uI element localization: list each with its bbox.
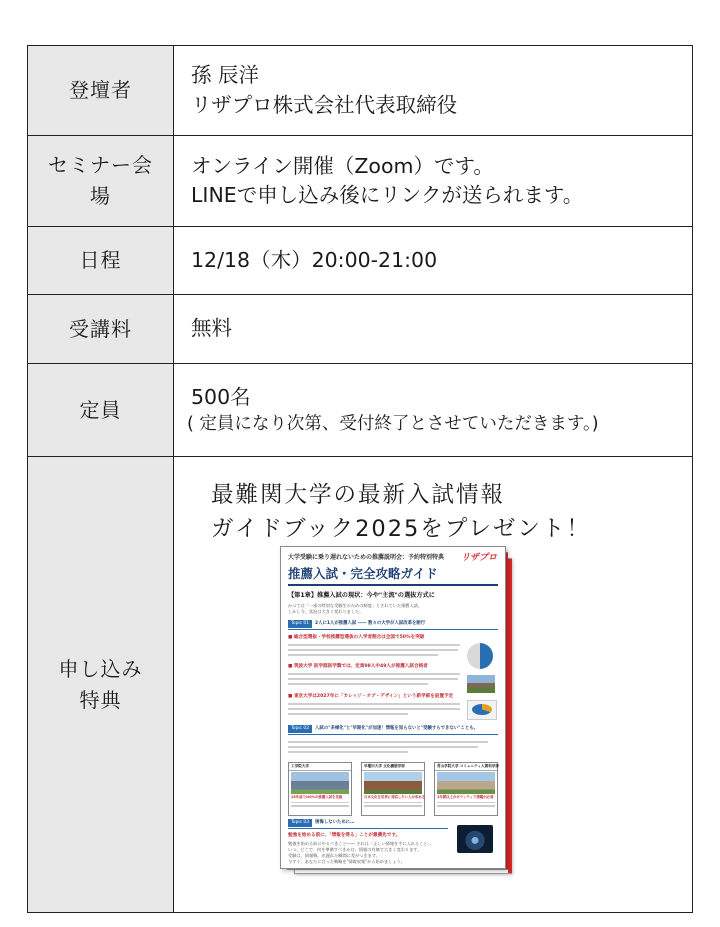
- booklet-front-page: [280, 546, 506, 869]
- speaker-title: リザプロ株式会社代表取締役: [191, 92, 458, 117]
- booklet-point-2: ■ 筑波大学 医学群医学類では、定員98人中49人が推薦入試合格者: [288, 664, 428, 669]
- booklet-closing-2: いつ、どこで、何を準備すべきかは、情報の有無で大きく変わります。: [288, 847, 422, 852]
- venue-label: [28, 136, 174, 227]
- university-card: [361, 762, 425, 816]
- topic-2-tag: Topic 02: [288, 725, 312, 733]
- speaker-label: 登壇者: [28, 46, 174, 136]
- venue-value: [174, 136, 693, 227]
- booklet-brand: リザプロ: [461, 553, 497, 563]
- text-line: [288, 713, 408, 715]
- booklet-point-3: ■ 東京大学は2027年に「カレッジ・オブ・デザイン」という新学部を設置予定: [288, 694, 454, 699]
- text-line: [288, 751, 408, 753]
- bonus-value: [174, 457, 693, 913]
- bonus-label: [28, 457, 174, 913]
- booklet-title: 推薦入試・完全攻略ガイド: [288, 566, 438, 581]
- text-line: [288, 654, 438, 656]
- row-fee: [28, 295, 693, 364]
- campus-photo: [437, 772, 495, 794]
- speaker-name: 孫 辰洋: [191, 63, 260, 88]
- booklet-closing-1: 勉強を始める前にやるべきこと―― それは「正しい情報を手に入れること」。: [288, 841, 434, 846]
- card-note: 1年間以上のボランティア課題が必須: [437, 795, 494, 800]
- campus-photo: [467, 675, 495, 693]
- card-title: 青山学院大学 コミュニティ人間科学部: [435, 763, 497, 771]
- campus-photo: [291, 772, 349, 794]
- capacity-number: 500名: [191, 385, 251, 410]
- booklet-topic-1: [288, 620, 498, 628]
- pie-chart-graphic: [467, 643, 493, 669]
- card-title: 工学院大学: [289, 763, 351, 771]
- seminar-info-table: [27, 45, 693, 913]
- topic-2-rule: [288, 734, 498, 735]
- fee-value: 無料: [174, 295, 693, 364]
- booklet-topic-2: [288, 725, 498, 733]
- booklet-closing-head: 勉強を始める前に、「情報を得る」ことが最優先です。: [288, 833, 401, 838]
- date-label: 日程: [28, 227, 174, 295]
- booklet-intro-1: かつては「一部の特別な受験生のための制度」とされていた推薦入試。: [288, 603, 423, 608]
- bonus-heading: [211, 479, 591, 547]
- text-line: [288, 746, 478, 748]
- network-illustration: [457, 825, 493, 853]
- row-date: [28, 227, 693, 295]
- topic-3-rule: [288, 828, 448, 829]
- text-line: [288, 644, 460, 646]
- guidebook-image: [280, 546, 513, 873]
- topic-3-tag: Topic 03: [288, 819, 312, 827]
- fee-label: 受講料: [28, 295, 174, 364]
- speaker-value: [174, 46, 693, 136]
- text-line: [288, 678, 458, 680]
- booklet-closing-3: 受験は、情報戦。出遅れた瞬間に差がつきます。: [288, 853, 380, 858]
- text-line: [288, 703, 460, 705]
- topic-3-title: 後悔しないために…: [315, 819, 355, 825]
- card-note: 日本文化を世界に発信したい人が求める: [364, 795, 426, 800]
- venue-label-line-1: セミナー会: [48, 153, 153, 177]
- row-venue: [28, 136, 693, 227]
- date-value: 12/18（木）20:00-21:00: [174, 227, 693, 295]
- booklet-intro-2: しかし今、状況は大きく変わりました。: [288, 609, 364, 614]
- bonus-heading-line-2: ガイドブック2025をプレゼント！: [211, 515, 591, 542]
- text-line: [288, 673, 460, 675]
- booklet-top-line: 大学受験に乗り遅れないための推薦説明会：予約特別特典: [288, 554, 445, 561]
- text-line: [288, 649, 458, 651]
- topic-2-title: 入試の"多様化"と"早期化"が加速！情報を知らないと"受験すらできない"ことも。: [315, 725, 478, 731]
- text-line: [288, 708, 460, 710]
- campus-photo: [364, 772, 422, 794]
- row-bonus: [28, 457, 693, 913]
- row-capacity: [28, 364, 693, 457]
- booklet-closing-4: 今すぐ、あなたに合った戦略を"情報収集"から始めましょう。: [288, 859, 405, 864]
- venue-label-line-2: 場: [90, 184, 111, 208]
- booklet-chapter: 【第1章】推薦入試の現状：今や"主流"の選抜方式に: [288, 592, 435, 599]
- topic-1-tag: Topic 01: [288, 620, 312, 628]
- university-card: [434, 762, 498, 816]
- bonus-label-line-2: 特典: [79, 687, 122, 712]
- venue-line-2: LINEで申し込み後にリンクが送られます。: [191, 183, 584, 207]
- capacity-label: 定員: [28, 364, 174, 457]
- text-line: [288, 683, 428, 685]
- text-line: [288, 741, 488, 743]
- capacity-value: [174, 364, 693, 457]
- bonus-label-line-1: 申し込み: [58, 656, 143, 681]
- topic-1-title: 2人に1人が推薦入試 ―― 数々の大学が入試改革を断行: [315, 620, 426, 626]
- booklet-point-1: ■ 総合型選抜・学校推薦型選抜の入学者割合は全国で50%を突破: [288, 635, 425, 640]
- card-title: 早稲田大学 文化構想学部: [362, 763, 424, 771]
- booklet-title-rule: [288, 584, 498, 586]
- venue-line-1: オンライン開催（Zoom）です。: [191, 153, 494, 178]
- donut-chart-graphic: [467, 700, 497, 720]
- bonus-heading-line-1: 最難関大学の最新入試情報: [211, 482, 506, 508]
- topic-1-rule: [288, 629, 498, 630]
- university-card: [288, 762, 352, 816]
- row-speaker: [28, 46, 693, 136]
- card-note: 15年前では0%の推薦入試を実施: [291, 795, 343, 800]
- capacity-note: ( 定員になり次第、受付終了とさせていただきます。): [187, 414, 599, 435]
